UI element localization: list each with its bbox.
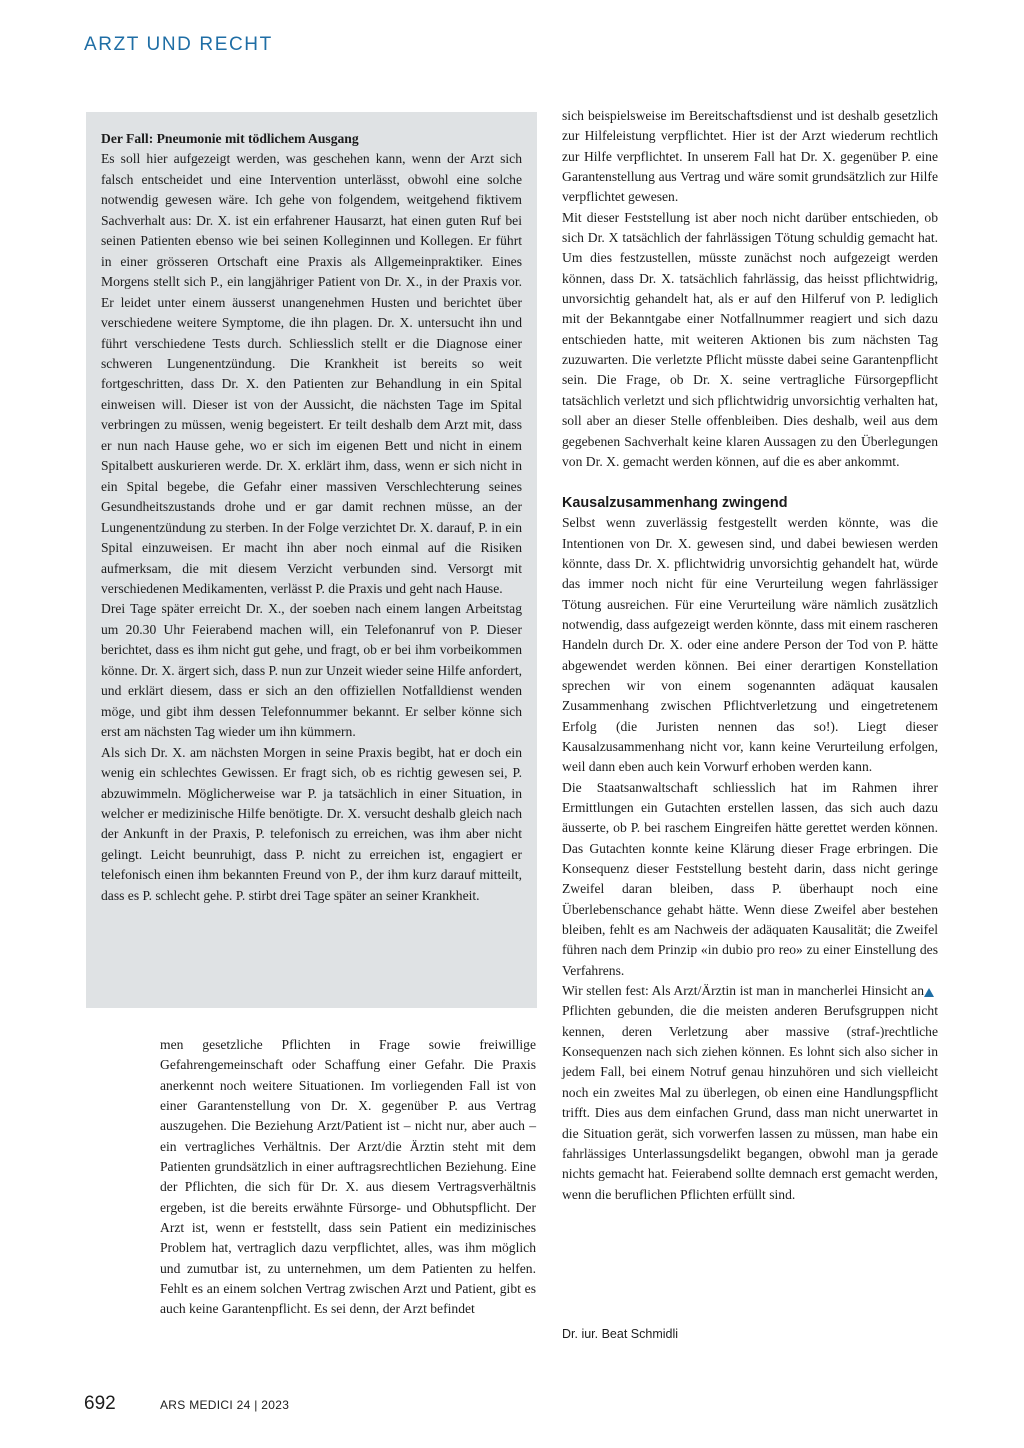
subheading: Kausalzusammenhang zwingend bbox=[562, 495, 788, 512]
right-column bbox=[562, 106, 938, 1205]
case-title: Der Fall: Pneumonie mit tödlichem Ausgang bbox=[101, 131, 359, 146]
body-paragraph: Selbst wenn zuverlässig festgestellt werden könnte, was die Intentionen von Dr. X. gewesen sind, und dabei bewiesen werden könnte, dass Dr. X. pflichtwidrig unvorsichtig gehandelt hat, würde das immer noch nicht für eine Verurteilung wegen fahrlässiger Tötung ausreichen. Für eine Verurteilung wäre nämlich zusätzlich notwendig, dass aufgezeigt werden könnte, dass mit einem rascheren Handeln durch Dr. X. oder eine andere Person der Tod von P. hätte abgewendet werden können. Bei einer derartigen Konstellation sprechen wir von einem sogenannten adäquat kausalen Zusammenhang zwischen Pflichtverletzung und eingetretenem Erfolg (die Juristen nennen das so!). Liegt dieser Kausalzusammenhang nicht vor, kann keine Verurteilung erfolgen, weil dann eben auch kein Vorwurf erhoben werden kann. bbox=[562, 515, 938, 775]
left-lower-column bbox=[160, 1035, 536, 1320]
case-paragraph: Als sich Dr. X. am nächsten Morgen in seine Praxis begibt, hat er doch ein wenig ein schlechtes Gewissen. Er fragt sich, ob es richtig gewesen sei, P. abzuwimmeln. Möglicherweise war P. ja tatsächlich in einer Situation, in welcher er medizinische Hilfe benötigte. Dr. X. versucht deshalb gleich nach der Ankunft in der Praxis, P. telefonisch zu erreichen, was ihm aber nicht gelingt. Leicht beunruhigt, dass P. nicht zu erreichen ist, engagiert er telefonisch einen ihm bekannten Freund von P., der ihm kurz darauf mitteilt, dass es P. schlecht gehe. P. stirbt drei Tage später an seiner Krankheit. bbox=[101, 744, 522, 903]
body-paragraph-last-text: Wir stellen fest: Als Arzt/Ärztin ist man in mancherlei Hinsicht an Pflichten gebunden, die die meisten anderen Berufsgruppen nicht kennen, deren Verletzung aber massive (straf-)rechtliche Konsequenzen nach sich ziehen können. Es lohnt sich also sicher in jedem Fall, bei einem Notruf genau hinzuhören und sich vielleicht noch ein zweites Mal zu überlegen, ob einen eine Handlungspflicht trifft. Dies aus dem einfachen Grund, dass man nicht unerwartet in die Situation gerät, sich vorwerfen lassen zu müssen, man habe ein fahrlässiges Unterlassungsdelikt begangen, obwohl man ja gerade nichts gemacht hat. Feierabend sollte demnach erst gemacht werden, wenn die beruflichen Pflichten erfüllt sind. bbox=[562, 983, 938, 1202]
case-box-content bbox=[101, 129, 522, 906]
author-name: Dr. iur. Beat Schmidli bbox=[562, 1327, 679, 1341]
body-paragraph: Mit dieser Feststellung ist aber noch nicht darüber entschieden, ob sich Dr. X tatsächlich der fahrlässigen Tötung schuldig gemacht hat. Um dies festzustellen, müsste zunächst noch aufgezeigt werden können, dass Dr. X. tatsächlich fahrlässig, das heisst pflichtwidrig, unvorsichtig gehandelt hat, als er auf den Hilferuf von P. lediglich mit der Bekanntgabe einer Notfallnummer reagiert und sich dazu entschieden hatte, mit weiteren Aktionen bis zum nächsten Tag zuzuwarten. Die verletzte Pflicht müsste dabei seine Garantenpflicht sein. Die Frage, ob Dr. X. seine vertragliche Fürsorgepflicht tatsächlich verletzt und sich pflichtwidrig unvorsichtig verhalten hat, soll aber an dieser Stelle offenbleiben. Dies deshalb, weil aus dem gegebenen Sachverhalt keine klaren Aussagen zu den Überlegungen von Dr. X. gemacht werden können, auf die es aber ankommt. bbox=[562, 209, 938, 469]
page-number: 692 bbox=[84, 1393, 116, 1414]
case-paragraph: Drei Tage später erreicht Dr. X., der soeben nach einem langen Arbeitstag um 20.30 Uhr Feierabend machen will, ein Telefonanruf von P. Dieser berichtet, dass es ihm nicht gut gehe, und fragt, ob er bei ihm vorbeikommen könne. Dr. X. ärgert sich, dass P. nun zur Unzeit wieder seine Hilfe anfordert, und erklärt diesem, dass er sich an den offiziellen Notfalldienst wenden möge, und gibt ihm dessen Telefonnummer bekannt. Er selber könne sich erst am nächsten Tag wieder um ihn kümmern. bbox=[101, 601, 522, 740]
body-paragraph: men gesetzliche Pflichten in Frage sowie freiwillige Gefahrengemeinschaft oder Schaffung einer Gefahr. Die Praxis anerkennt noch weitere Situationen. Im vorliegenden Fall ist von einer Garantenstellung von Dr. X. gegenüber P. aus Vertrag auszugehen. Die Beziehung Arzt/Patient ist – nicht nur, aber auch – ein vertragliches Verhältnis. Der Arzt/die Ärztin steht mit dem Patienten grundsätzlich in einer auftragsrechtlichen Beziehung. Eine der Pflichten, die sich für Dr. X. aus diesem Vertragsverhältnis ergeben, ist die bereits erwähnte Fürsorge- und Obhutspflicht. Der Arzt ist, wenn er feststellt, dass sein Patient ein medizinisches Problem hat, vertraglich dazu verpflichtet, alles, was ihm möglich und zumutbar ist, zu unternehmen, um dem Patienten zu helfen. Fehlt es an einem solchen Vertrag zwischen Arzt und Patient, gibt es auch keine Garantenpflicht. Es sei denn, der Arzt befindet bbox=[160, 1037, 536, 1317]
section-header: ARZT UND RECHT bbox=[84, 34, 273, 55]
triangle-up-icon bbox=[924, 988, 934, 997]
case-box bbox=[86, 112, 537, 1008]
body-paragraph-last bbox=[562, 981, 938, 1205]
body-paragraph: Die Staatsanwaltschaft schliesslich hat im Rahmen ihrer Ermittlungen ein Gutachten erstellen lassen, das sich auch dazu äusserte, ob P. bei raschem Eingreifen hätte gerettet werden können. Das Gutachten konnte keine Klärung dieser Frage erbringen. Die Konsequenz dieser Feststellung besteht darin, dass nicht geringe Zweifel daran bleiben, dass P. überhaupt noch eine Überlebenschance gehabt hätte. Wenn diese Zweifel aber bestehen bleiben, fehlt es am Nachweis der adäquaten Kausalität; die Zweifel führen nach dem Prinzip «in dubio pro reo» zu einer Einstellung des Verfahrens. bbox=[562, 779, 938, 978]
case-paragraph: Es soll hier aufgezeigt werden, was geschehen kann, wenn der Arzt sich falsch entscheidet und eine Intervention unterlässt, obwohl eine solche notwendig gewesen wäre. Ich gehe von folgendem, weitgehend fiktivem Sachverhalt aus: Dr. X. ist ein erfahrener Hausarzt, hat einen guten Ruf bei seinen Patienten ebenso wie bei seinen Kolleginnen und Kollegen. Er führt in einer grösseren Ortschaft eine Praxis als Allgemeinpraktiker. Eines Morgens stellt sich P., ein langjähriger Patient von Dr. X., in der Praxis vor. Er leidet unter einem äusserst unangenehmen Husten und berichtet über verschiedene weitere Symptome, die ihn plagen. Dr. X. untersucht ihn und führt verschiedene Tests durch. Schliesslich stellt er die Diagnose einer schweren Lungenentzündung. Die Krankheit ist bereits so weit fortgeschritten, dass Dr. X. den Patienten zur Behandlung in ein Spital einweisen will. Dieser ist von der Aussicht, die nächsten Tage im Spital verbringen zu müssen, wenig begeistert. Er teilt deshalb dem Arzt mit, dass er nun nach Hause gehe, wo er sich im eigenen Bett und nicht in einem Spitalbett auskurieren werde. Dr. X. erklärt ihm, dass, wenn er sich nicht in ein Spital begebe, die Gefahr einer massiven Verschlechterung seines Gesundheitszustands drohe und er gar damit rechnen müsse, an der Lungenentzündung zu sterben. In der Folge verzichtet Dr. X. darauf, P. in ein Spital einzuweisen. Er macht ihn aber noch einmal auf die Risiken aufmerksam, die mit diesem Verzicht verbunden sind. Versorgt mit verschiedenen Medikamenten, verlässt P. die Praxis und geht nach Hause. bbox=[101, 151, 522, 596]
body-paragraph: sich beispielsweise im Bereitschaftsdienst und ist deshalb gesetzlich zur Hilfeleistung verpflichtet. Hier ist der Arzt wiederum rechtlich zur Hilfe verpflichtet. In unserem Fall hat Dr. X. gegenüber P. eine Garantenstellung aus Vertrag und wäre somit grundsätzlich zur Hilfe verpflichtet gewesen. bbox=[562, 108, 938, 205]
journal-footer: ARS MEDICI 24 | 2023 bbox=[160, 1398, 290, 1412]
